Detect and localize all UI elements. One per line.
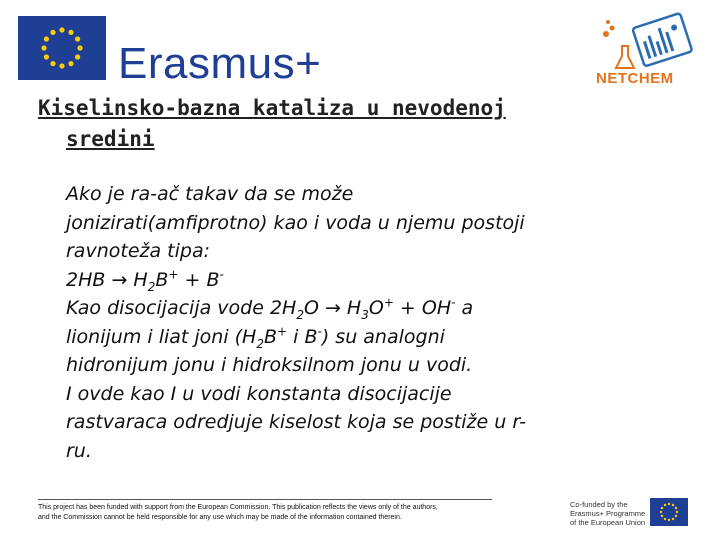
equation-line-2: Kao disocijacija vode $2H_2O \to H_3O^+ + OH^-$ a — [66, 295, 474, 322]
disclaimer-line-2: and the Commission cannot be held responsible for any use which may be made of the information contained therein. — [38, 514, 402, 521]
slide-title-line-2: sredini — [66, 127, 155, 151]
slide-body — [66, 180, 696, 465]
body-line-3: ravnoteža tipa: — [66, 240, 210, 262]
small-eu-flag-icon — [650, 498, 688, 526]
slide-title — [38, 93, 678, 155]
slide-title-line-1: Kiselinsko-bazna kataliza u nevodenoj — [38, 96, 506, 120]
cofunded-label: Co-funded by the Erasmus+ Programme of the European Union — [570, 500, 646, 527]
equation-line-1: $2HB \to H_2B^+ + B^-$ — [66, 267, 224, 294]
body-line-10: ru. — [66, 439, 92, 462]
funding-disclaimer — [38, 503, 508, 523]
erasmus-plus-logo: Erasmus+ — [118, 39, 322, 88]
eu-flag-icon — [18, 16, 106, 80]
body-line-2: jonizirati(amfiprotno) kao i voda u njemu postoji — [66, 211, 525, 234]
equation-line-3: lionijum i liat joni ($H_2B^+$ i B-) su analogni — [66, 324, 445, 351]
body-line-9: rastvaraca odredjuje kiselost koja se postiže u r- — [66, 411, 526, 433]
body-line-7: hidronijum jonu i hidroksilnom jonu u vodi. — [66, 354, 473, 376]
disclaimer-line-1: This project has been funded with support from the European Commission. This publication reflects the views only of the authors, — [38, 504, 438, 511]
body-line-1: Ako je ra-ač takav da se može — [66, 183, 354, 205]
footer-divider — [38, 499, 492, 500]
netchem-logo-text: NETCHEM — [596, 70, 674, 87]
body-line-8: I ovde kao I u vodi konstanta disocijacije — [66, 382, 452, 405]
